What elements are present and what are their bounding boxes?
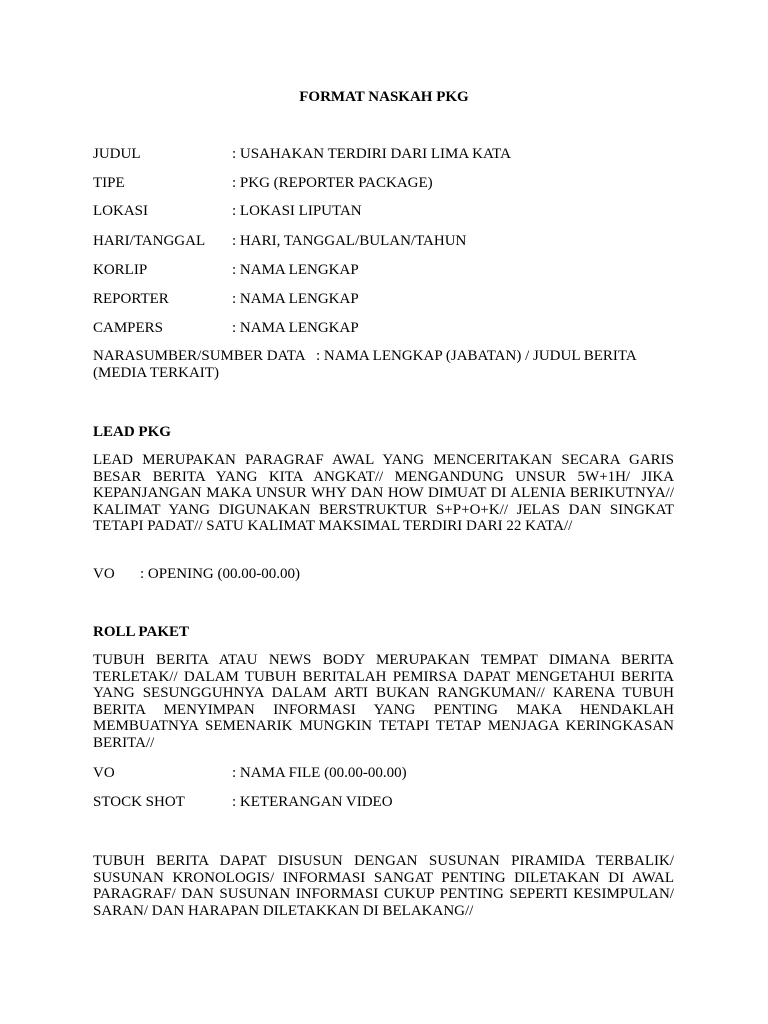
lead-paragraph: LEAD MERUPAKAN PARAGRAF AWAL YANG MENCERITAKAN SECARA GARIS BESAR BERITA YANG KITA ANGKAT// MENGANDUNG UNSUR 5W+1H/ JIKA KEPANJANGAN MAKA UNSUR WHY DAN HOW DIMUAT DI ALENIA BERIKUTNYA// KALIMAT YANG DIGUNAKAN BERSTRUKTUR S+P+O+K// JELAS DAN SINGKAT TETAPI PADAT// SATU KALIMAT MAKSIMAL TERDIRI DARI 22 KATA//: [93, 452, 674, 534]
document-title: FORMAT NASKAH PKG: [299, 89, 469, 105]
field-label: REPORTER: [93, 291, 169, 307]
field-label: TIPE: [93, 175, 125, 191]
field-label: CAMPERS: [93, 320, 164, 336]
field-value: : PKG (REPORTER PACKAGE): [232, 175, 433, 191]
field-narasumber: NARASUMBER/SUMBER DATA : NAMA LENGKAP (JABATAN) / JUDUL BERITA (MEDIA TERKAIT): [93, 348, 640, 381]
field-label: KORLIP: [93, 262, 148, 278]
stock-shot-value: : KETERANGAN VIDEO: [232, 794, 393, 810]
field-value: : NAMA LENGKAP: [232, 291, 359, 307]
field-value: : USAHAKAN TERDIRI DARI LIMA KATA: [232, 146, 511, 162]
roll-paragraph: TUBUH BERITA ATAU NEWS BODY MERUPAKAN TEMPAT DIMANA BERITA TERLETAK// DALAM TUBUH BERITALAH PEMIRSA DAPAT MENGETAHUI BERITA YANG SESUNGGUHNYA DALAM ARTI BUKAN RANGKUMAN// KARENA TUBUH BERITA MENYIMPAN INFORMASI YANG PENTING MAKA HENDAKLAH MEMBUATNYA SEMENARIK MUNGKIN TETAPI TETAP MENJAGA KERINGKASAN BERITA//: [93, 652, 674, 751]
field-label: LOKASI: [93, 203, 148, 219]
stock-shot-label: STOCK SHOT: [93, 794, 185, 810]
closing-paragraph: TUBUH BERITA DAPAT DISUSUN DENGAN SUSUNAN PIRAMIDA TERBALIK/ SUSUNAN KRONOLOGIS/ INFORMASI SANGAT PENTING DILETAKAN DI AWAL PARAGRAF/ DAN SUSUNAN INFORMASI CUKUP PENTING SEPERTI KESIMPULAN/ SARAN/ DAN HARAPAN DILETAKKAN DI BELAKANG//: [93, 853, 674, 919]
field-value: : LOKASI LIPUTAN: [232, 203, 362, 219]
vo-value: : NAMA FILE (00.00-00.00): [232, 765, 407, 781]
field-value: : HARI, TANGGAL/BULAN/TAHUN: [232, 233, 467, 249]
vo-label: VO: [93, 765, 115, 781]
vo-label: VO: [93, 566, 115, 582]
roll-heading: ROLL PAKET: [93, 624, 189, 640]
vo-value: : OPENING (00.00-00.00): [140, 566, 300, 582]
lead-heading: LEAD PKG: [93, 424, 171, 440]
field-value: : NAMA LENGKAP: [232, 262, 359, 278]
field-label: JUDUL: [93, 146, 141, 162]
field-label: HARI/TANGGAL: [93, 233, 206, 249]
field-value: : NAMA LENGKAP: [232, 320, 359, 336]
